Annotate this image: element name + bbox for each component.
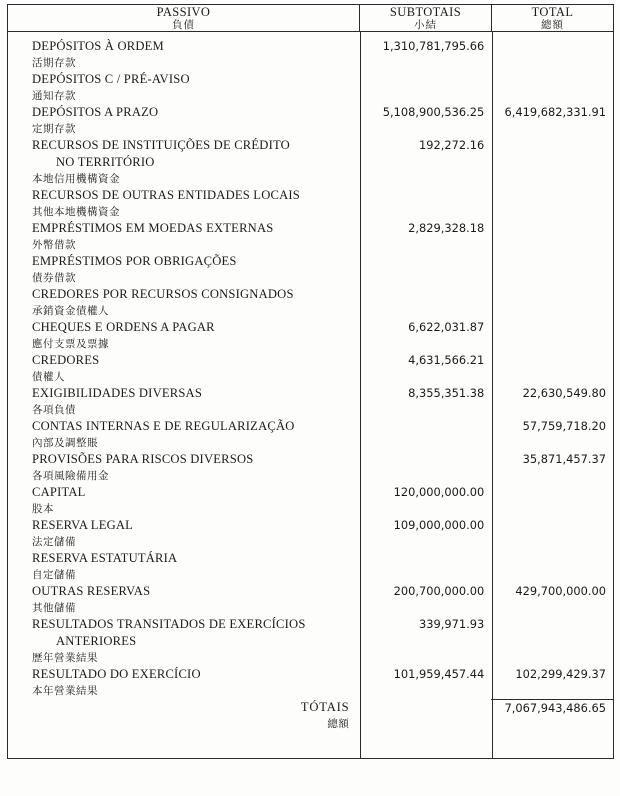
line-item-total: 57,759,718.20 — [522, 419, 606, 434]
line-item-subtotal: 1,310,781,795.66 — [382, 39, 485, 54]
line-item-subtotal: 192,272.16 — [418, 138, 485, 153]
line-item-label — [8, 451, 359, 484]
line-item-total: 429,700,000.00 — [515, 584, 606, 599]
line-item-total: 6,419,682,331.91 — [504, 105, 606, 120]
line-item-label-latin: DEPÓSITOS C / PRÉ-AVISO — [32, 72, 190, 87]
line-item-label-cjk: 本年營業結果 — [32, 685, 98, 698]
line-item-subtotal: 4,631,566.21 — [408, 353, 485, 368]
totals-row — [8, 699, 613, 732]
line-item-subtotal: 6,622,031.87 — [408, 320, 485, 335]
line-item-label-latin: RECURSOS DE OUTRAS ENTIDADES LOCAIS — [32, 188, 300, 203]
table-footer-space — [8, 732, 613, 756]
line-item-label — [8, 385, 359, 418]
column-header-subtotals — [360, 5, 492, 32]
line-item-subtotal: 120,000,000.00 — [393, 485, 485, 500]
line-item-label — [8, 137, 359, 187]
line-item-row — [8, 104, 613, 137]
totals-label-latin: TÓTAIS — [300, 700, 350, 715]
line-item-row — [8, 220, 613, 253]
line-item-label-latin: RECURSOS DE INSTITUIÇÕES DE CRÉDITO — [32, 138, 290, 153]
totals-total-value: 7,067,943,486.65 — [491, 699, 613, 717]
table-header — [8, 5, 614, 32]
line-item-label-cjk: 承銷資金債權人 — [32, 305, 109, 318]
line-item-label-latin: DEPÓSITOS À ORDEM — [32, 39, 164, 54]
column-header-total — [492, 5, 614, 32]
liabilities-table — [7, 4, 614, 759]
balance-sheet-page — [0, 4, 620, 796]
line-item-label-latin: RESULTADOS TRANSITADOS DE EXERCÍCIOS — [32, 617, 306, 632]
line-item-row — [8, 352, 613, 385]
line-item-label — [8, 418, 359, 451]
line-item-label — [8, 286, 359, 319]
line-item-label — [8, 220, 359, 253]
line-item-label-latin: RESERVA ESTATUTÁRIA — [32, 551, 178, 566]
line-item-label-cjk: 外幣借款 — [32, 239, 76, 252]
line-item-label-latin: EMPRÉSTIMOS EM MOEDAS EXTERNAS — [32, 221, 274, 236]
line-item-label — [8, 104, 359, 137]
totals-label — [8, 699, 359, 732]
line-item-label-latin: OUTRAS RESERVAS — [32, 584, 151, 599]
line-item-label-cjk: 通知存款 — [32, 90, 76, 103]
line-item-label — [8, 666, 359, 699]
line-item-label-cjk: 自定儲備 — [32, 569, 76, 582]
line-item-row — [8, 484, 613, 517]
rows-container — [8, 32, 613, 758]
line-item-total: 35,871,457.37 — [522, 452, 606, 467]
line-item-total: 102,299,429.37 — [515, 667, 606, 682]
line-item-total: 22,630,549.80 — [522, 386, 606, 401]
line-item-row — [8, 418, 613, 451]
column-header-total-latin: TOTAL — [531, 5, 574, 19]
line-item-label-latin: EMPRÉSTIMOS POR OBRIGAÇÕES — [32, 254, 237, 269]
line-item-label-latin: CREDORES POR RECURSOS CONSIGNADOS — [32, 287, 294, 302]
line-item-row — [8, 550, 613, 583]
line-item-label-cjk: 其他本地機構資金 — [32, 206, 120, 219]
table-header-row — [8, 5, 614, 32]
line-item-label-cjk: 內部及調整賬 — [32, 437, 98, 450]
line-item-label — [8, 187, 359, 220]
line-item-row — [8, 187, 613, 220]
column-header-passivo-cjk: 負債 — [172, 19, 195, 32]
line-item-row — [8, 286, 613, 319]
table-body-cell — [8, 32, 614, 759]
line-item-subtotal: 339,971.93 — [418, 617, 485, 632]
line-item-label — [8, 484, 359, 517]
line-item-row — [8, 616, 613, 666]
line-item-label-latin-cont: ANTERIORES — [56, 634, 137, 649]
line-item-row — [8, 253, 613, 286]
totals-label-cjk: 總額 — [327, 718, 350, 731]
line-item-row — [8, 71, 613, 104]
line-item-label-latin: EXIGIBILIDADES DIVERSAS — [32, 386, 203, 401]
line-items — [8, 38, 613, 699]
line-item-subtotal: 2,829,328.18 — [408, 221, 485, 236]
line-item-label-cjk: 歷年營業結果 — [32, 652, 98, 665]
column-header-total-cjk: 總額 — [541, 19, 564, 32]
line-item-subtotal: 109,000,000.00 — [393, 518, 485, 533]
line-item-label — [8, 550, 359, 583]
line-item-label-cjk: 各項風險備用金 — [32, 470, 109, 483]
line-item-label-latin: RESERVA LEGAL — [32, 518, 134, 533]
line-item-label-cjk: 其他儲備 — [32, 602, 76, 615]
column-header-subtotals-cjk: 小結 — [414, 19, 437, 32]
line-item-label — [8, 319, 359, 352]
line-item-label — [8, 38, 359, 71]
line-item-label-cjk: 法定儲備 — [32, 536, 76, 549]
column-header-subtotals-latin: SUBTOTAIS — [389, 5, 462, 19]
line-item-subtotal: 200,700,000.00 — [393, 584, 485, 599]
line-item-label-cjk: 債權人 — [32, 371, 65, 384]
line-item-row — [8, 517, 613, 550]
line-item-label — [8, 616, 359, 666]
line-item-row — [8, 451, 613, 484]
line-item-row — [8, 385, 613, 418]
line-item-label — [8, 253, 359, 286]
table-body — [8, 32, 614, 759]
line-item-label-cjk: 定期存款 — [32, 123, 76, 136]
line-item-label-cjk: 本地信用機構資金 — [32, 173, 120, 186]
table-body-row — [8, 32, 614, 759]
line-item-row — [8, 319, 613, 352]
line-item-label-latin: CHEQUES E ORDENS A PAGAR — [32, 320, 215, 335]
line-item-label — [8, 517, 359, 550]
line-item-label-latin: CAPITAL — [32, 485, 86, 500]
line-item-label-cjk: 股本 — [32, 503, 54, 516]
line-item-label-latin: RESULTADO DO EXERCÍCIO — [32, 667, 201, 682]
line-item-label-cjk: 應付支票及票據 — [32, 338, 109, 351]
line-item-label — [8, 583, 359, 616]
line-item-row — [8, 137, 613, 187]
line-item-label-latin-cont: NO TERRITÓRIO — [56, 155, 155, 170]
line-item-row — [8, 666, 613, 699]
line-item-label — [8, 71, 359, 104]
line-item-label-latin: PROVISÕES PARA RISCOS DIVERSOS — [32, 452, 254, 467]
line-item-label-cjk: 各項負債 — [32, 404, 76, 417]
line-item-row — [8, 583, 613, 616]
line-item-label-latin: DEPÓSITOS A PRAZO — [32, 105, 159, 120]
column-header-passivo-latin: PASSIVO — [156, 5, 211, 19]
line-item-label-cjk: 債券借款 — [32, 272, 76, 285]
line-item-subtotal: 5,108,900,536.25 — [382, 105, 485, 120]
line-item-label-cjk: 活期存款 — [32, 57, 76, 70]
line-item-subtotal: 8,355,351.38 — [408, 386, 485, 401]
line-item-label-latin: CREDORES — [32, 353, 100, 368]
column-header-passivo — [8, 5, 360, 32]
line-item-subtotal: 101,959,457.44 — [393, 667, 485, 682]
line-item-row — [8, 38, 613, 71]
line-item-label — [8, 352, 359, 385]
line-item-label-latin: CONTAS INTERNAS E DE REGULARIZAÇÃO — [32, 419, 295, 434]
